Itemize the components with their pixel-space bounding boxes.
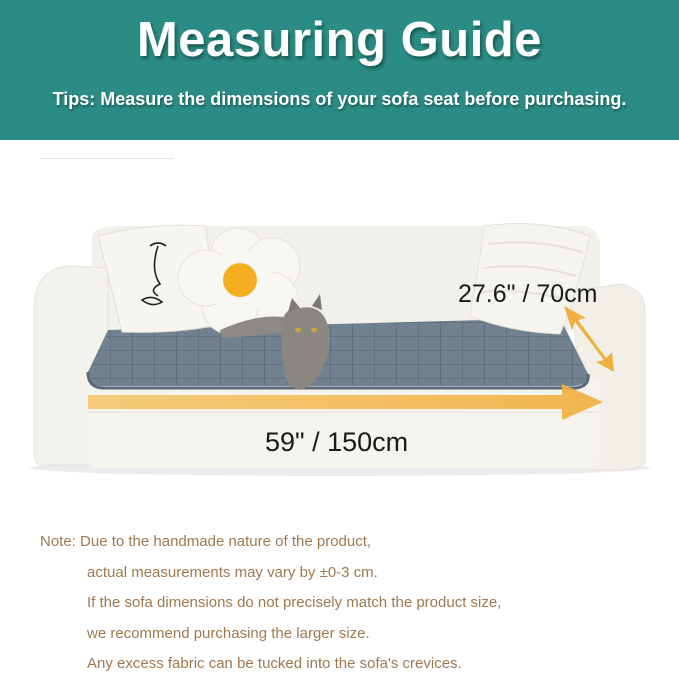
header-banner	[0, 0, 679, 140]
note-line: actual measurements may vary by ±0-3 cm.	[87, 563, 378, 581]
note-line: Note: Due to the handmade nature of the product,	[40, 533, 372, 550]
depth-label: 27.6" / 70cm	[458, 280, 598, 308]
note-line: If the sofa dimensions do not precisely match the product size,	[87, 594, 502, 611]
width-label: 59" / 150cm	[265, 427, 409, 457]
tips-text: Tips: Measure the dimensions of your sofa seat before purchasing.	[52, 89, 627, 109]
note-line: we recommend purchasing the larger size.	[87, 624, 370, 642]
note-line: Any excess fabric can be tucked into the sofa's crevices.	[87, 655, 462, 672]
page-title: Measuring Guide	[136, 13, 542, 67]
note-block	[40, 527, 670, 680]
